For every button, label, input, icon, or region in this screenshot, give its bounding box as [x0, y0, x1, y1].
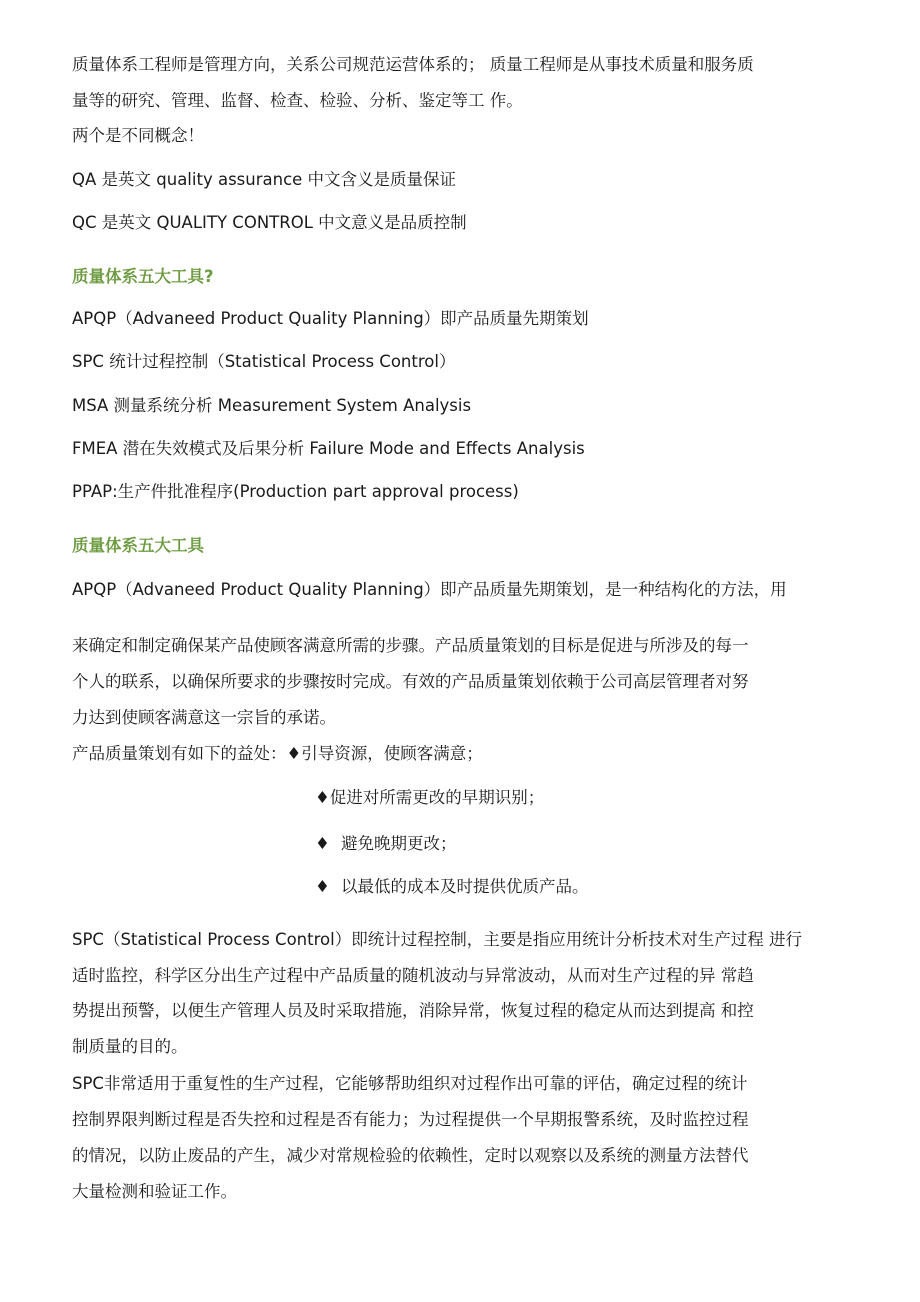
benefit-item-3: 避免晚期更改； — [341, 834, 457, 853]
benefit-row-4 — [315, 875, 589, 899]
spc-p2-line-4: 大量检测和验证工作。 — [72, 1182, 237, 1201]
tool-item-ppap: PPAP:生产件批准程序(Production part approval process) — [72, 482, 519, 501]
spc-p2-line-1: SPC非常适用于重复性的生产过程，它能够帮助组织对过程作出可靠的评估，确定过程的统计 — [72, 1074, 748, 1093]
qa-definition: QA 是英文 quality assurance 中文含义是质量保证 — [72, 170, 457, 189]
section-heading-tools-detail: 质量体系五大工具 — [72, 536, 204, 555]
benefit-row-2 — [315, 786, 544, 810]
tool-item-msa: MSA 测量系统分析 Measurement System Analysis — [72, 396, 472, 415]
section-heading-tools: 质量体系五大工具? — [72, 267, 214, 286]
spc-p1-line-4: 制质量的目的。 — [72, 1037, 188, 1056]
benefit-row-3 — [315, 832, 457, 856]
apqp-line-3: 个人的联系，以确保所要求的步骤按时完成。有效的产品质量策划依赖于公司高层管理者对努 — [72, 672, 749, 691]
intro-line-1: 质量体系工程师是管理方向，关系公司规范运营体系的； 质量工程师是从事技术质量和服务质 — [72, 55, 754, 74]
bullet-icon: ♦ — [315, 877, 330, 896]
benefits-intro-line — [72, 742, 483, 766]
spc-p2-line-2: 控制界限判断过程是否失控和过程是否有能力；为过程提供一个早期报警系统，及时监控过程 — [72, 1110, 749, 1129]
spc-p1-line-3: 势提出预警，以便生产管理人员及时采取措施，消除异常，恢复过程的稳定从而达到提高 和控 — [72, 1001, 754, 1020]
benefit-item-1: 引导资源，使顾客满意； — [301, 744, 483, 763]
qc-definition: QC 是英文 QUALITY CONTROL 中文意义是品质控制 — [72, 213, 467, 232]
bullet-icon: ♦ — [286, 744, 302, 763]
bullet-icon: ♦ — [315, 834, 330, 853]
apqp-line-1: APQP（Advaneed Product Quality Planning）即产品质量先期策划，是一种结构化的方法，用 — [72, 580, 787, 599]
spc-p1-line-2: 适时监控，科学区分出生产过程中产品质量的随机波动与异常波动，从而对生产过程的异 常趋 — [72, 966, 754, 985]
intro-line-3: 两个是不同概念！ — [72, 126, 204, 145]
tool-item-apqp: APQP（Advaneed Product Quality Planning）即产品质量先期策划 — [72, 309, 589, 328]
intro-line-2: 量等的研究、管理、监督、检查、检验、分析、鉴定等工 作。 — [72, 91, 523, 110]
spc-p1-line-1: SPC（Statistical Process Control）即统计过程控制，主要是指应用统计分析技术对生产过程 进行 — [72, 930, 802, 949]
benefit-item-4: 以最低的成本及时提供优质产品。 — [341, 877, 589, 896]
apqp-line-4: 力达到使顾客满意这一宗旨的承诺。 — [72, 708, 336, 727]
tool-item-spc: SPC 统计过程控制（Statistical Process Control） — [72, 352, 456, 371]
tool-item-fmea: FMEA 潜在失效模式及后果分析 Failure Mode and Effects Analysis — [72, 439, 585, 458]
benefit-item-2: 促进对所需更改的早期识别； — [329, 788, 545, 807]
spc-p2-line-3: 的情况，以防止废品的产生，减少对常规检验的依赖性，定时以观察以及系统的测量方法替代 — [72, 1146, 749, 1165]
benefits-intro: 产品质量策划有如下的益处： — [72, 744, 287, 763]
bullet-icon: ♦ — [315, 788, 330, 807]
apqp-line-2: 来确定和制定确保某产品使顾客满意所需的步骤。产品质量策划的目标是促进与所涉及的每一 — [72, 636, 749, 655]
